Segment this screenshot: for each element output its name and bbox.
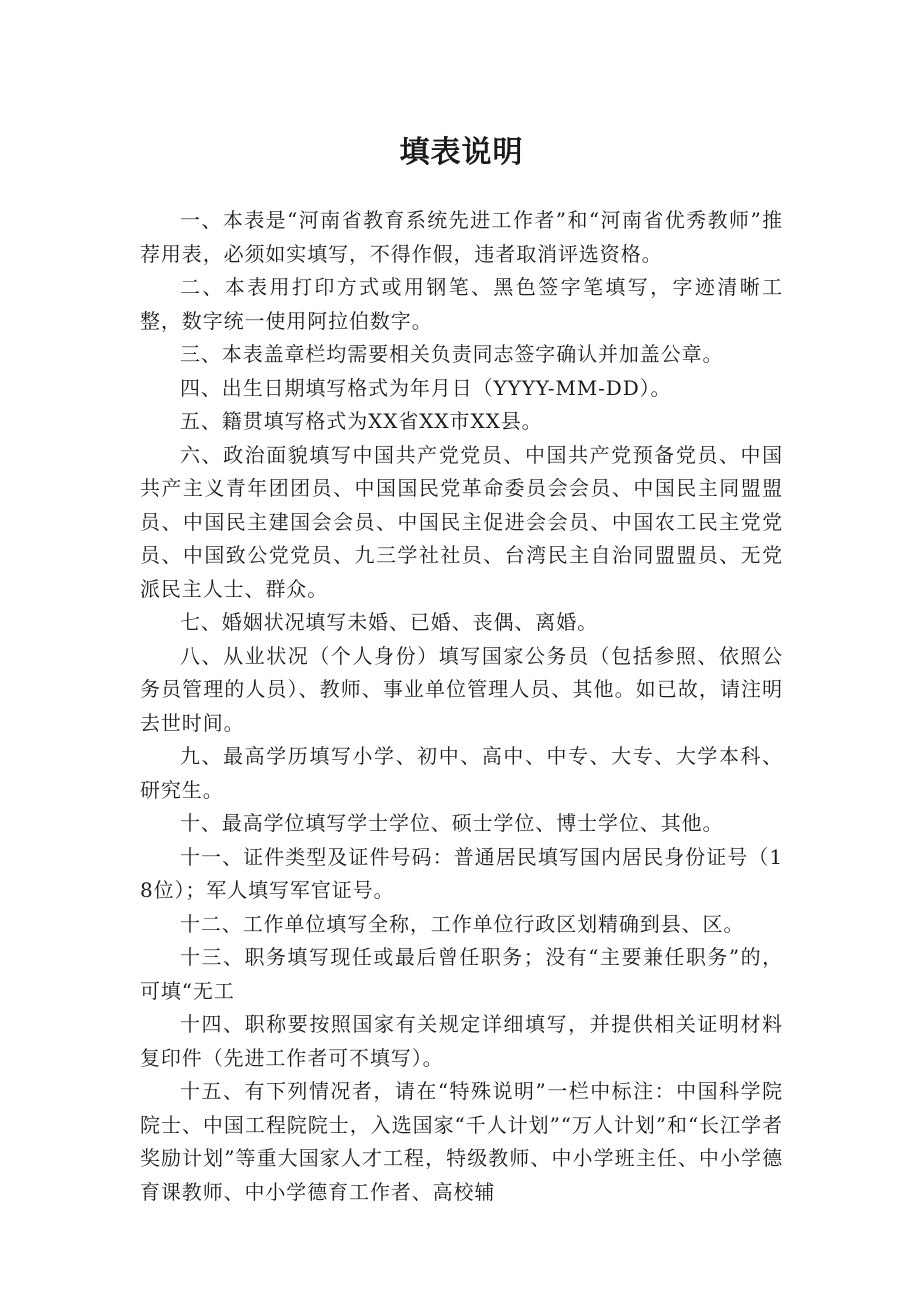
instruction-item-11: 十一、证件类型及证件号码：普通居民填写国内居民身份证号（18位）；军人填写军官证号。 (140, 844, 783, 902)
instruction-item-8: 八、从业状况（个人身份）填写国家公务员（包括参照、依照公务员管理的人员）、教师、事业单位管理人员、其他。如已故，请注明去世时间。 (140, 643, 783, 735)
instruction-item-5: 五、籍贯填写格式为XX省XX市XX县。 (180, 409, 543, 433)
instruction-item-15: 十五、有下列情况者，请在“特殊说明”一栏中标注：中国科学院院士、中国工程院院士，入选国家“千人计划”“万人计划”和“长江学者奖励计划”等重大国家人才工程，特级教师、中小学班主任、中小学德育课教师、中小学德育工作者、高校辅 (140, 1079, 783, 1204)
instruction-item-7: 七、婚姻状况填写未婚、已婚、丧偶、离婚。 (180, 610, 598, 634)
instruction-item-2: 二、本表用打印方式或用钢笔、黑色签字笔填写，字迹清晰工整，数字统一使用阿拉伯数字。 (140, 275, 783, 333)
instruction-item-4: 四、出生日期填写格式为年月日（YYYY-MM-DD）。 (180, 375, 672, 400)
instruction-item-6: 六、政治面貌填写中国共产党党员、中国共产党预备党员、中国共产主义青年团团员、中国国民党革命委员会会员、中国民主同盟盟员、中国民主建国会会员、中国民主促进会会员、中国农工民主党党员、中国致公党党员、九三学社社员、台湾民主自治同盟盟员、无党派民主人士、群众。 (140, 442, 783, 601)
instruction-item-3: 三、本表盖章栏均需要相关负责同志签字确认并加盖公章。 (180, 342, 724, 366)
instructions-body (140, 204, 783, 1209)
instruction-item-9: 九、最高学历填写小学、初中、高中、中专、大专、大学本科、研究生。 (140, 744, 783, 802)
instruction-item-13: 十三、职务填写现任或最后曾任职务；没有“主要兼任职务”的，可填“无工 (140, 945, 783, 1003)
instruction-item-10: 十、最高学位填写学士学位、硕士学位、博士学位、其他。 (180, 811, 724, 835)
instruction-item-1: 一、本表是“河南省教育系统先进工作者”和“河南省优秀教师”推荐用表，必须如实填写，不得作假，违者取消评选资格。 (140, 208, 783, 266)
instruction-item-14: 十四、职称要按照国家有关规定详细填写，并提供相关证明材料复印件（先进工作者可不填写）。 (140, 1012, 783, 1070)
instruction-item-12: 十二、工作单位填写全称，工作单位行政区划精确到县、区。 (180, 911, 745, 936)
page-title: 填表说明 (399, 135, 524, 170)
